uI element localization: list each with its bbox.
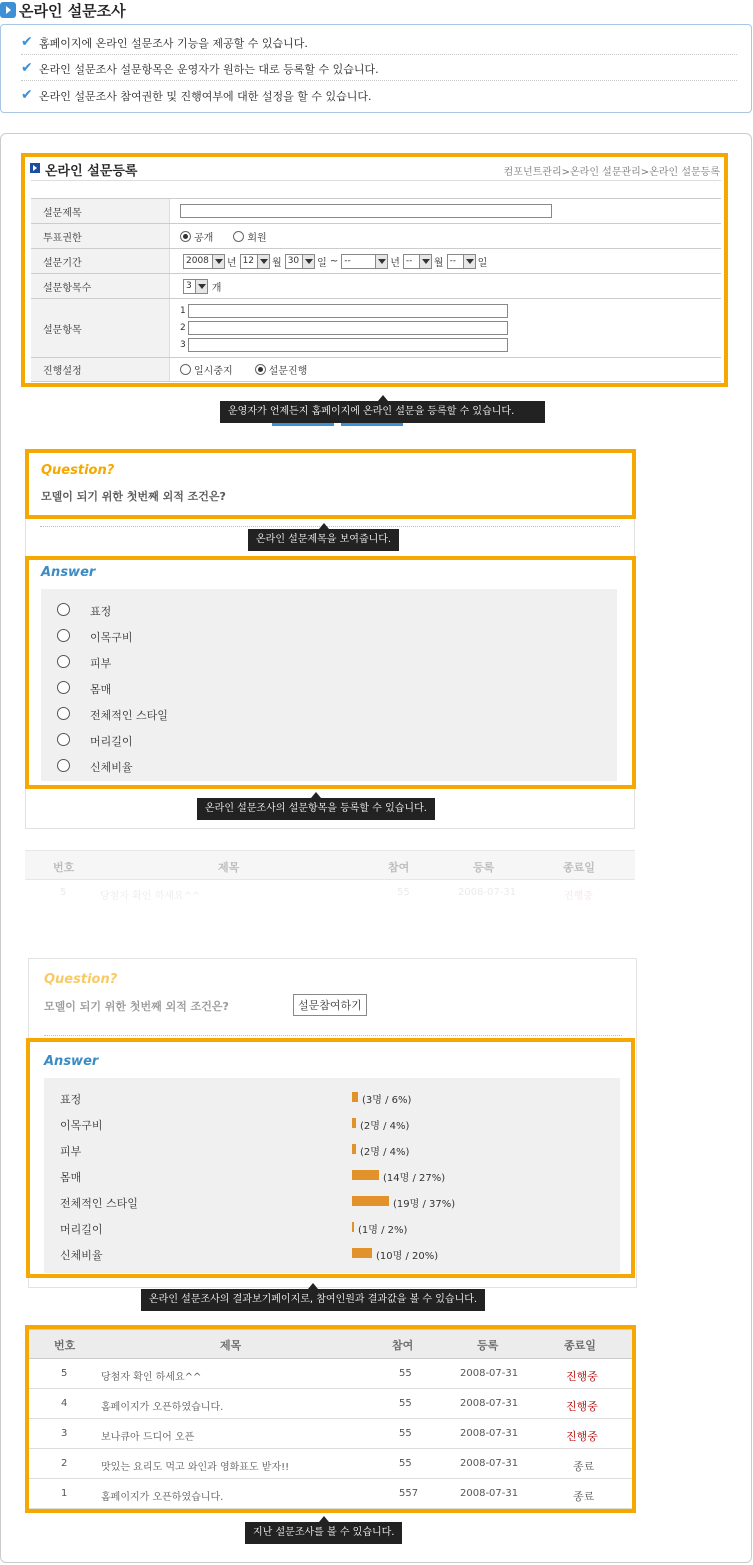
row-count: 55 xyxy=(399,1398,412,1409)
highlight-list xyxy=(25,1325,636,1513)
faded-row-date: 2008-07-31 xyxy=(458,887,517,898)
highlight-answer xyxy=(25,556,636,789)
label-items: 설문항목 xyxy=(31,299,170,357)
result-question-label: Question? xyxy=(44,972,118,987)
row-no: 3 xyxy=(61,1428,68,1439)
result-item-name: 이목구비 xyxy=(60,1119,103,1132)
row-title[interactable]: 당첨자 확인 하세요^^ xyxy=(101,1372,202,1383)
faded-col-title: 제목 xyxy=(218,861,240,874)
col-status: 종료일 xyxy=(564,1339,596,1352)
intro-box xyxy=(0,24,752,113)
intro-item xyxy=(21,82,737,108)
faded-row-count: 55 xyxy=(397,887,410,898)
row-no: 4 xyxy=(61,1398,68,1409)
row-status: 진행중 xyxy=(566,1430,598,1443)
highlight-result xyxy=(26,1038,635,1278)
check-icon: ✔ xyxy=(21,34,33,50)
end-day-select[interactable]: -- xyxy=(447,254,476,269)
tooltip-register: 운영자가 언제든지 홈페이지에 온라인 설문을 등록할 수 있습니다. xyxy=(220,401,545,423)
result-item-name: 전체적인 스타일 xyxy=(60,1197,138,1210)
label-subject: 설문제목 xyxy=(31,199,170,223)
option-label: 표정 xyxy=(90,605,112,618)
question-label: Question? xyxy=(41,463,115,478)
intro-text: 홈페이지에 온라인 설문조사 기능을 제공할 수 있습니다. xyxy=(39,37,308,50)
radio-member-label: 회원 xyxy=(247,232,267,244)
result-item-value: (3명 / 6%) xyxy=(362,1095,412,1106)
row-count: 55 xyxy=(399,1428,412,1439)
col-no: 번호 xyxy=(54,1339,76,1352)
faded-col-status: 종료일 xyxy=(563,861,595,874)
result-question-text: 모델이 되기 위한 첫번째 외적 조건은? xyxy=(44,1000,229,1013)
col-date: 등록 xyxy=(477,1339,499,1352)
intro-item xyxy=(21,55,737,81)
divider xyxy=(44,1035,622,1036)
end-year-select[interactable]: -- xyxy=(341,254,388,269)
result-answer-label: Answer xyxy=(44,1054,99,1069)
result-item-name: 신체비율 xyxy=(60,1249,103,1262)
col-count: 참여 xyxy=(392,1339,414,1352)
row-no: 5 xyxy=(61,1368,68,1379)
radio-running-label: 설문진행 xyxy=(268,366,308,377)
label-count: 설문항목수 xyxy=(31,274,170,298)
row-status: 진행중 xyxy=(566,1400,598,1413)
item-count-select[interactable]: 3 xyxy=(183,279,208,294)
row-status: 종료 xyxy=(573,1460,595,1473)
result-item-value: (10명 / 20%) xyxy=(376,1251,439,1262)
highlight-register xyxy=(21,153,728,387)
intro-item xyxy=(21,29,737,55)
faded-col-count: 참여 xyxy=(388,861,410,874)
form-row-count: 설문항목수 3 개 xyxy=(31,274,721,299)
form-row-items: 설문항목 1 2 3 xyxy=(31,299,721,358)
faded-col-no: 번호 xyxy=(53,861,75,874)
end-month-select[interactable]: -- xyxy=(403,254,432,269)
start-month-select[interactable]: 12 xyxy=(240,254,270,269)
answer-label: Answer xyxy=(41,565,96,580)
row-no: 2 xyxy=(61,1458,68,1469)
title-arrow-icon xyxy=(0,2,16,18)
highlight-question xyxy=(25,449,636,519)
register-title: 온라인 설문등록 xyxy=(45,164,138,179)
faded-col-date: 등록 xyxy=(473,861,495,874)
intro-text: 온라인 설문조사 설문항목은 운영자가 원하는 대로 등록할 수 있습니다. xyxy=(39,63,379,76)
row-title[interactable]: 맛있는 요리도 먹고 와인과 영화표도 받자!! xyxy=(101,1462,290,1473)
row-count: 55 xyxy=(399,1368,412,1379)
faded-row-no: 5 xyxy=(60,887,67,898)
option-label: 머리길이 xyxy=(90,735,133,748)
vote-participate-button[interactable]: 설문참여하기 xyxy=(293,994,367,1016)
result-item-name: 피부 xyxy=(60,1145,82,1158)
start-day-select[interactable]: 30 xyxy=(285,254,315,269)
option-label: 이목구비 xyxy=(90,631,133,644)
result-item-value: (2명 / 4%) xyxy=(360,1121,410,1132)
check-icon: ✔ xyxy=(21,60,33,76)
faded-row-status: 진행중 xyxy=(564,891,593,902)
tooltip-question: 온라인 설문제목을 보여줍니다. xyxy=(248,529,399,551)
result-item-value: (2명 / 4%) xyxy=(360,1147,410,1158)
option-label: 몸매 xyxy=(90,683,112,696)
faded-table-header xyxy=(25,850,635,880)
divider xyxy=(40,526,620,527)
row-date: 2008-07-31 xyxy=(460,1368,519,1379)
label-period: 설문기간 xyxy=(31,249,170,273)
label-permission: 투표권한 xyxy=(31,224,170,248)
form-row-period: 설문기간 2008 년 12 월 30 일 ~ -- 년 -- 월 -- 일 xyxy=(31,249,721,274)
radio-public-label: 공개 xyxy=(194,232,214,244)
option-label: 피부 xyxy=(90,657,112,670)
row-date: 2008-07-31 xyxy=(460,1488,519,1499)
label-progress: 진행설정 xyxy=(31,358,170,381)
check-icon: ✔ xyxy=(21,87,33,103)
row-title[interactable]: 홈페이지가 오픈하였습니다. xyxy=(101,1402,224,1413)
result-item-name: 표정 xyxy=(60,1093,82,1106)
row-status: 진행중 xyxy=(566,1370,598,1383)
row-count: 557 xyxy=(399,1488,419,1499)
tooltip-answer: 온라인 설문조사의 설문항목을 등록할 수 있습니다. xyxy=(197,798,435,820)
result-item-value: (19명 / 37%) xyxy=(393,1199,456,1210)
row-status: 종료 xyxy=(573,1490,595,1503)
result-item-value: (14명 / 27%) xyxy=(383,1173,446,1184)
row-title[interactable]: 홈페이지가 오픈하였습니다. xyxy=(101,1492,224,1503)
tooltip-list: 지난 설문조사를 볼 수 있습니다. xyxy=(245,1522,402,1544)
result-item-value: (1명 / 2%) xyxy=(358,1225,408,1236)
option-label: 전체적인 스타일 xyxy=(90,709,168,722)
row-date: 2008-07-31 xyxy=(460,1458,519,1469)
option-label: 신체비율 xyxy=(90,761,133,774)
tooltip-result: 온라인 설문조사의 결과보기페이지로, 참여인원과 결과값을 볼 수 있습니다. xyxy=(141,1289,485,1311)
page-title: 온라인 설문조사 xyxy=(19,2,126,20)
faded-row-title: 당첨자 확인 하세요^^ xyxy=(100,891,201,902)
col-title: 제목 xyxy=(220,1339,242,1352)
row-date: 2008-07-31 xyxy=(460,1428,519,1439)
result-item-name: 몸매 xyxy=(60,1171,82,1184)
row-no: 1 xyxy=(61,1488,68,1499)
breadcrumb: 컴포넌트관리>온라인 설문관리>온라인 설문등록 xyxy=(503,167,720,178)
row-date: 2008-07-31 xyxy=(460,1398,519,1409)
result-item-name: 머리길이 xyxy=(60,1223,103,1236)
row-title[interactable]: 보나큐아 드디어 오픈 xyxy=(101,1432,195,1443)
radio-pause-label: 일시중지 xyxy=(194,366,233,377)
question-text: 모델이 되기 위한 첫번째 외적 조건은? xyxy=(41,490,226,503)
intro-text: 온라인 설문조사 참여권한 및 진행여부에 대한 설정을 할 수 있습니다. xyxy=(39,90,372,103)
row-count: 55 xyxy=(399,1458,412,1469)
start-year-select[interactable]: 2008 xyxy=(183,254,225,269)
